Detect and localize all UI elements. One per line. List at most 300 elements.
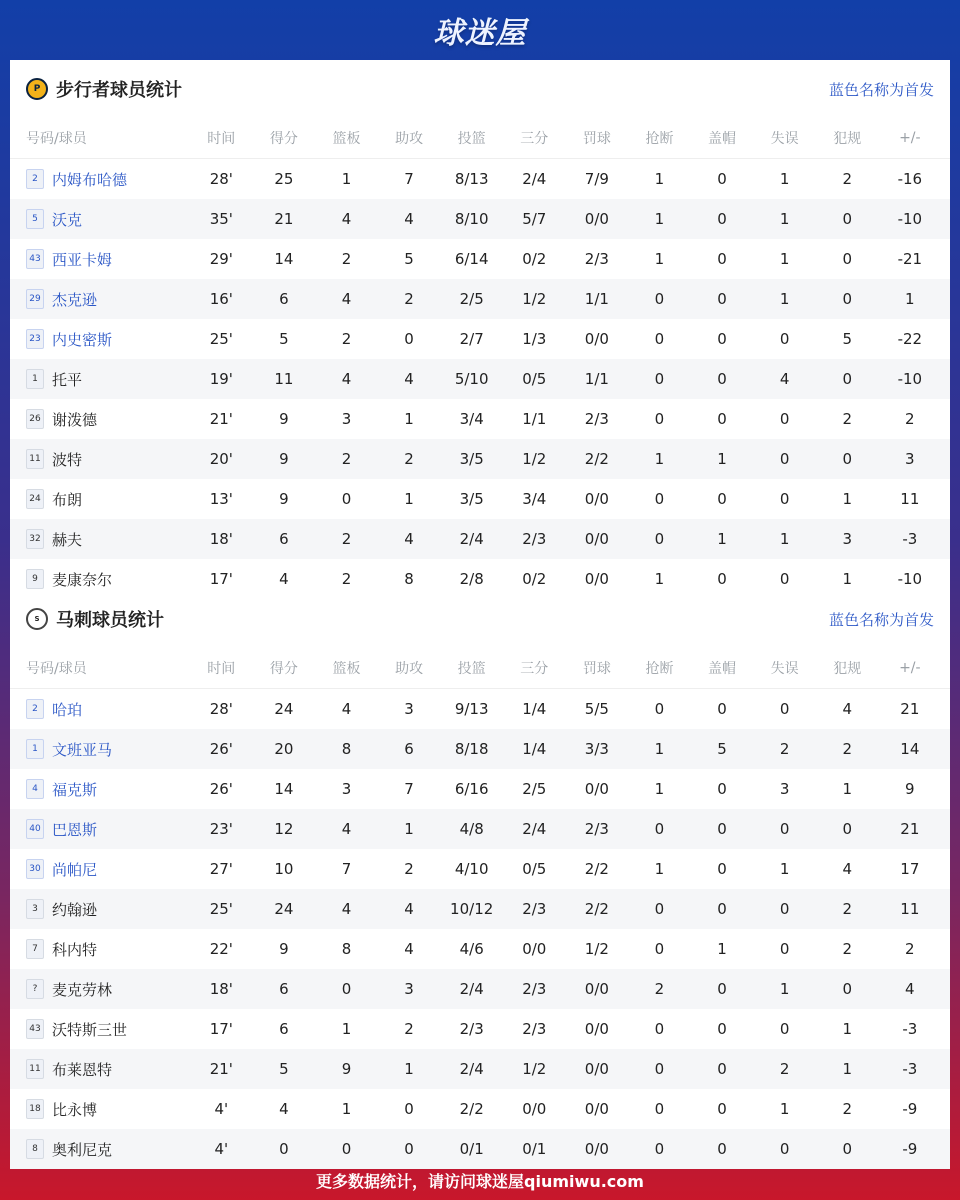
stat-cell: -16 — [897, 170, 923, 188]
stat-cell: 1 — [717, 940, 727, 958]
stat-cell: 2 — [654, 980, 665, 998]
stat-cell: 7 — [404, 170, 414, 188]
stat-cell: 0 — [842, 980, 852, 998]
player-name[interactable]: 哈珀 — [52, 700, 83, 719]
column-header: 投篮 — [457, 131, 486, 147]
column-header: 三分 — [520, 661, 549, 677]
jersey-number: ? — [26, 979, 44, 999]
spurs-section — [10, 590, 950, 1159]
stat-cell: 6 — [279, 290, 289, 308]
stat-cell: 0 — [654, 700, 665, 718]
player-row — [10, 689, 950, 729]
stat-cell: 1/1 — [584, 370, 609, 388]
player-name: 波特 — [52, 450, 83, 469]
stat-cell: 0/0 — [584, 1060, 609, 1078]
stat-cell: 8 — [341, 740, 352, 758]
stat-cell: 2 — [842, 170, 852, 188]
stat-cell: 0/0 — [584, 780, 609, 798]
column-header: 失误 — [770, 661, 799, 677]
stat-cell: 0 — [842, 370, 852, 388]
stat-cell: 1 — [905, 290, 915, 308]
stat-cell: 0/0 — [584, 530, 609, 548]
stat-cell: 2/8 — [459, 570, 484, 588]
stat-cell: 2/3 — [522, 900, 547, 918]
stat-cell: 1 — [654, 860, 665, 878]
column-header: 犯规 — [833, 661, 862, 677]
player-row — [10, 519, 950, 559]
stat-cell: 28' — [209, 170, 233, 188]
spurs-logo-icon: S — [26, 608, 48, 630]
player-name: 比永博 — [52, 1100, 98, 1119]
stat-cell: 0 — [654, 1100, 665, 1118]
stat-cell: 0 — [654, 1060, 665, 1078]
stat-cell: 2 — [779, 740, 790, 758]
player-row — [10, 929, 950, 969]
player-name: 布莱恩特 — [52, 1060, 113, 1079]
stat-cell: 25' — [209, 330, 233, 348]
stat-cell: 0 — [341, 490, 352, 508]
stat-cell: 9 — [279, 410, 289, 428]
stat-cell: 2/3 — [522, 980, 547, 998]
player-row — [10, 1009, 950, 1049]
stat-cell: 2/3 — [522, 1020, 547, 1038]
stat-cell: 4 — [404, 900, 414, 918]
player-name: 赫夫 — [52, 530, 83, 549]
stat-cell: 2 — [842, 900, 852, 918]
stat-cell: 0 — [779, 570, 790, 588]
stat-cell: 0 — [717, 170, 727, 188]
stat-cell: 0 — [779, 490, 790, 508]
stat-cell: 21' — [209, 1060, 233, 1078]
stat-cell: 0 — [717, 900, 727, 918]
stat-cell: 1 — [654, 450, 665, 468]
stat-cell: 2 — [905, 940, 915, 958]
stat-cell: 0/5 — [522, 860, 547, 878]
player-row — [10, 889, 950, 929]
stat-cell: 14 — [900, 740, 920, 758]
stat-cell: 4 — [341, 900, 352, 918]
stat-cell: 1 — [654, 570, 665, 588]
stat-cell: 1 — [842, 1020, 852, 1038]
table-header — [10, 118, 950, 159]
stat-cell: 21 — [900, 820, 920, 838]
jersey-number: 18 — [26, 1099, 44, 1119]
stat-cell: 0 — [404, 1100, 414, 1118]
stat-cell: 17' — [209, 1020, 233, 1038]
column-header: 时间 — [207, 131, 236, 147]
stat-cell: 0 — [654, 490, 665, 508]
stat-cell: 0/0 — [584, 1140, 609, 1158]
jersey-number: 1 — [26, 739, 44, 759]
player-name[interactable]: 沃克 — [52, 210, 83, 229]
starter-note: 蓝色名称为首发 — [828, 80, 934, 99]
stat-cell: 9 — [279, 450, 289, 468]
stat-cell: 2 — [404, 1020, 414, 1038]
stat-cell: 5 — [842, 330, 852, 348]
stat-cell: 2 — [842, 410, 852, 428]
stat-cell: 6 — [279, 980, 289, 998]
stat-cell: 2 — [341, 250, 352, 268]
stat-cell: 3 — [905, 450, 915, 468]
stat-cell: 6 — [279, 1020, 289, 1038]
stat-cell: 1 — [341, 1020, 352, 1038]
stat-cell: 4/10 — [454, 860, 489, 878]
player-name: 沃特斯三世 — [52, 1020, 128, 1039]
stat-cell: 2/4 — [522, 170, 547, 188]
stat-cell: 24 — [274, 900, 294, 918]
stat-cell: 0 — [842, 290, 852, 308]
jersey-number: 7 — [26, 939, 44, 959]
stat-cell: 1 — [779, 1100, 790, 1118]
stat-cell: 21 — [900, 700, 920, 718]
stat-cell: 0 — [717, 1140, 727, 1158]
stat-cell: 3/3 — [584, 740, 609, 758]
stat-cell: 1 — [654, 250, 665, 268]
stat-cell: 14 — [274, 250, 294, 268]
stat-cell: 1 — [779, 530, 790, 548]
stat-cell: 11 — [274, 370, 294, 388]
stat-cell: 0 — [717, 860, 727, 878]
stat-cell: 0/1 — [522, 1140, 547, 1158]
stat-cell: 2 — [842, 940, 852, 958]
stat-cell: 5/7 — [522, 210, 547, 228]
stat-cell: 2 — [842, 1100, 852, 1118]
stat-cell: -9 — [902, 1100, 918, 1118]
column-header: 抢断 — [645, 661, 674, 677]
stat-cell: 4/6 — [459, 940, 484, 958]
stat-cell: 5 — [404, 250, 414, 268]
stat-cell: 4 — [404, 530, 414, 548]
stat-cell: 2 — [404, 860, 414, 878]
stat-cell: 0 — [654, 530, 665, 548]
column-header: 得分 — [269, 131, 298, 147]
team-header — [10, 60, 950, 118]
stat-cell: 0 — [779, 410, 790, 428]
stat-cell: 9/13 — [454, 700, 489, 718]
stat-cell: 1 — [654, 170, 665, 188]
stat-cell: 0 — [717, 250, 727, 268]
jersey-number: 40 — [26, 819, 44, 839]
column-header: 助攻 — [395, 661, 424, 677]
jersey-number: 29 — [26, 289, 44, 309]
stat-cell: 3 — [341, 410, 352, 428]
stat-cell: 2/4 — [459, 1060, 484, 1078]
stat-cell: 0 — [779, 820, 790, 838]
player-row — [10, 359, 950, 399]
stat-cell: 1/4 — [522, 740, 547, 758]
column-header: 盖帽 — [708, 131, 737, 147]
stat-cell: 0 — [654, 330, 665, 348]
player-name[interactable]: 尚帕尼 — [52, 860, 98, 879]
player-row — [10, 969, 950, 1009]
stat-cell: 4 — [842, 860, 852, 878]
stat-cell: 0 — [717, 1060, 727, 1078]
jersey-number: 26 — [26, 409, 44, 429]
stat-cell: 6/14 — [454, 250, 489, 268]
stat-cell: 1 — [779, 860, 790, 878]
stat-cell: -9 — [902, 1140, 918, 1158]
stats-card — [10, 60, 950, 1160]
stat-cell: 8/13 — [454, 170, 489, 188]
stat-cell: 8/18 — [454, 740, 489, 758]
stat-cell: 7/9 — [584, 170, 609, 188]
column-header: 罚球 — [582, 661, 611, 677]
player-name[interactable]: 巴恩斯 — [52, 820, 98, 839]
jersey-number: 5 — [26, 209, 44, 229]
player-row — [10, 1089, 950, 1129]
stat-cell: 0 — [842, 1140, 852, 1158]
stat-cell: -10 — [897, 370, 923, 388]
pacers-logo-icon: P — [26, 78, 48, 100]
stat-cell: 1 — [779, 250, 790, 268]
stat-cell: 1 — [654, 780, 665, 798]
stat-cell: 1 — [717, 530, 727, 548]
stat-cell: 0/0 — [584, 980, 609, 998]
stat-cell: 1/3 — [522, 330, 547, 348]
stat-cell: 5/5 — [584, 700, 609, 718]
stat-cell: 0 — [717, 980, 727, 998]
player-name: 科内特 — [52, 940, 98, 959]
stat-cell: 2/5 — [522, 780, 547, 798]
stat-cell: 16' — [209, 290, 233, 308]
jersey-number: 43 — [26, 249, 44, 269]
stat-cell: 2 — [341, 570, 352, 588]
column-header: +/- — [899, 130, 921, 146]
stat-cell: 2/2 — [584, 450, 609, 468]
player-name: 奥利尼克 — [52, 1140, 113, 1159]
stat-cell: 2/2 — [459, 1100, 484, 1118]
stat-cell: 20 — [274, 740, 294, 758]
team-header — [10, 590, 950, 648]
stat-cell: 2 — [779, 1060, 790, 1078]
stat-cell: 4 — [341, 290, 352, 308]
stat-cell: 0 — [717, 570, 727, 588]
stat-cell: 0 — [842, 210, 852, 228]
stat-cell: 4 — [779, 370, 790, 388]
stat-cell: 1/2 — [522, 290, 547, 308]
player-row — [10, 319, 950, 359]
stat-cell: 8 — [404, 570, 414, 588]
stat-cell: 7 — [341, 860, 352, 878]
jersey-number: 3 — [26, 899, 44, 919]
stat-cell: 6 — [404, 740, 414, 758]
stat-cell: 9 — [341, 1060, 352, 1078]
stat-cell: 3 — [404, 700, 414, 718]
stat-cell: 3/4 — [459, 410, 484, 428]
stat-cell: 25 — [274, 170, 294, 188]
stat-cell: 18' — [209, 980, 233, 998]
stat-cell: 0 — [654, 410, 665, 428]
stat-cell: 1/1 — [584, 290, 609, 308]
player-name: 约翰逊 — [52, 900, 98, 919]
player-name[interactable]: 杰克逊 — [52, 290, 98, 309]
stat-cell: 2/3 — [584, 410, 609, 428]
player-name[interactable]: 福克斯 — [52, 780, 98, 799]
stat-cell: 4 — [842, 700, 852, 718]
stat-cell: 1 — [404, 490, 414, 508]
jersey-number: 11 — [26, 449, 44, 469]
stat-cell: 2/3 — [584, 820, 609, 838]
jersey-number: 43 — [26, 1019, 44, 1039]
stat-cell: 4 — [404, 940, 414, 958]
stat-cell: 0 — [717, 210, 727, 228]
column-header: 抢断 — [645, 131, 674, 147]
stat-cell: 1 — [654, 740, 665, 758]
stat-cell: 1/2 — [584, 940, 609, 958]
stat-cell: 20' — [209, 450, 233, 468]
stat-cell: 0 — [341, 1140, 352, 1158]
stat-cell: 1 — [717, 450, 727, 468]
stat-cell: 22' — [209, 940, 233, 958]
player-name[interactable]: 内史密斯 — [52, 330, 113, 349]
stat-cell: 2 — [341, 530, 352, 548]
player-name: 麦康奈尔 — [52, 570, 113, 589]
player-row — [10, 729, 950, 769]
stat-cell: 0/0 — [584, 1100, 609, 1118]
column-header: 罚球 — [582, 131, 611, 147]
table-header — [10, 648, 950, 689]
stat-cell: -3 — [902, 1020, 918, 1038]
stat-cell: 13' — [209, 490, 233, 508]
jersey-number: 2 — [26, 699, 44, 719]
stat-cell: 1 — [842, 490, 852, 508]
stat-cell: 5 — [279, 1060, 289, 1078]
stat-cell: 4' — [214, 1140, 229, 1158]
stat-cell: 5 — [717, 740, 727, 758]
stat-cell: 2/3 — [584, 250, 609, 268]
column-header: 失误 — [770, 131, 799, 147]
stat-cell: 0/5 — [522, 370, 547, 388]
stat-cell: 3/5 — [459, 490, 484, 508]
column-header: 得分 — [269, 661, 298, 677]
player-name[interactable]: 内姆布哈德 — [52, 170, 128, 189]
stat-cell: 4 — [404, 370, 414, 388]
stat-cell: 0/2 — [522, 250, 547, 268]
stat-cell: 0 — [279, 1140, 289, 1158]
stat-cell: -21 — [897, 250, 923, 268]
stat-cell: 0 — [341, 980, 352, 998]
team-title: 步行者球员统计 — [56, 80, 182, 101]
stat-cell: 0 — [842, 250, 852, 268]
stat-cell: 1 — [779, 290, 790, 308]
stat-cell: -10 — [897, 210, 923, 228]
stat-cell: 2/4 — [522, 820, 547, 838]
stat-cell: 1 — [842, 570, 852, 588]
stat-cell: 0 — [717, 370, 727, 388]
stat-cell: 1 — [779, 980, 790, 998]
team-title: 马刺球员统计 — [56, 610, 164, 631]
stat-cell: 10 — [274, 860, 294, 878]
stat-cell: 12 — [274, 820, 294, 838]
stat-cell: 2/4 — [459, 980, 484, 998]
stat-cell: 0 — [842, 450, 852, 468]
stat-cell: 0 — [404, 1140, 414, 1158]
player-row — [10, 199, 950, 239]
stat-cell: 1 — [779, 170, 790, 188]
stat-cell: 4 — [905, 980, 915, 998]
stat-cell: 4 — [341, 700, 352, 718]
stat-cell: 0 — [717, 490, 727, 508]
stat-cell: 0/0 — [584, 210, 609, 228]
stat-cell: 19' — [209, 370, 233, 388]
stat-cell: 0 — [779, 1140, 790, 1158]
jersey-number: 1 — [26, 369, 44, 389]
stat-cell: 9 — [279, 940, 289, 958]
stat-cell: 1 — [404, 410, 414, 428]
player-row — [10, 1049, 950, 1089]
stat-cell: 0 — [779, 450, 790, 468]
stat-cell: 1 — [654, 210, 665, 228]
jersey-number: 2 — [26, 169, 44, 189]
stat-cell: 0 — [717, 330, 727, 348]
stat-cell: 9 — [279, 490, 289, 508]
stat-cell: 1/2 — [522, 450, 547, 468]
stat-cell: 3 — [842, 530, 852, 548]
player-name[interactable]: 西亚卡姆 — [52, 250, 113, 269]
footer-link[interactable]: 更多数据统计，请访问球迷屋qiumiwu.com — [316, 1171, 644, 1191]
stat-cell: 24 — [274, 700, 294, 718]
stat-cell: 8 — [341, 940, 352, 958]
stat-cell: 10/12 — [450, 900, 494, 918]
stat-cell: 6 — [279, 530, 289, 548]
stat-cell: 2 — [341, 330, 352, 348]
stat-cell: 1 — [842, 1060, 852, 1078]
column-header: +/- — [899, 660, 921, 676]
stat-cell: 18' — [209, 530, 233, 548]
stat-cell: 17' — [209, 570, 233, 588]
stat-cell: 2/3 — [522, 530, 547, 548]
column-header: 助攻 — [395, 131, 424, 147]
stat-cell: 4 — [279, 1100, 289, 1118]
stat-cell: 4 — [341, 210, 352, 228]
stat-cell: 0 — [654, 900, 665, 918]
stat-cell: 3 — [779, 780, 790, 798]
player-name: 布朗 — [52, 490, 83, 509]
stat-cell: 25' — [209, 900, 233, 918]
stat-cell: 0 — [654, 820, 665, 838]
stat-cell: 21 — [274, 210, 294, 228]
stat-cell: 21' — [209, 410, 233, 428]
stat-cell: 0 — [654, 370, 665, 388]
stat-cell: -3 — [902, 1060, 918, 1078]
stat-cell: 0/0 — [584, 1020, 609, 1038]
stat-cell: 8/10 — [454, 210, 489, 228]
stat-cell: 23' — [209, 820, 233, 838]
stat-cell: 0/0 — [584, 490, 609, 508]
stat-cell: 4' — [214, 1100, 229, 1118]
column-header: 投篮 — [457, 661, 486, 677]
player-name: 托平 — [52, 370, 83, 389]
stat-cell: 0 — [654, 290, 665, 308]
player-row — [10, 159, 950, 199]
stat-cell: 0 — [717, 700, 727, 718]
stat-cell: 1 — [341, 170, 352, 188]
player-row — [10, 809, 950, 849]
jersey-number: 9 — [26, 569, 44, 589]
stat-cell: 3 — [404, 980, 414, 998]
stat-cell: 3/5 — [459, 450, 484, 468]
stat-cell: 1/4 — [522, 700, 547, 718]
stat-cell: 0/0 — [522, 1100, 547, 1118]
stat-cell: 1/1 — [522, 410, 547, 428]
stat-cell: 0 — [404, 330, 414, 348]
column-header: 篮板 — [332, 661, 361, 677]
stat-cell: 4 — [341, 820, 352, 838]
stat-cell: 6/16 — [454, 780, 489, 798]
stat-cell: 2/3 — [459, 1020, 484, 1038]
stat-cell: 1 — [779, 210, 790, 228]
player-name[interactable]: 文班亚马 — [52, 740, 113, 759]
